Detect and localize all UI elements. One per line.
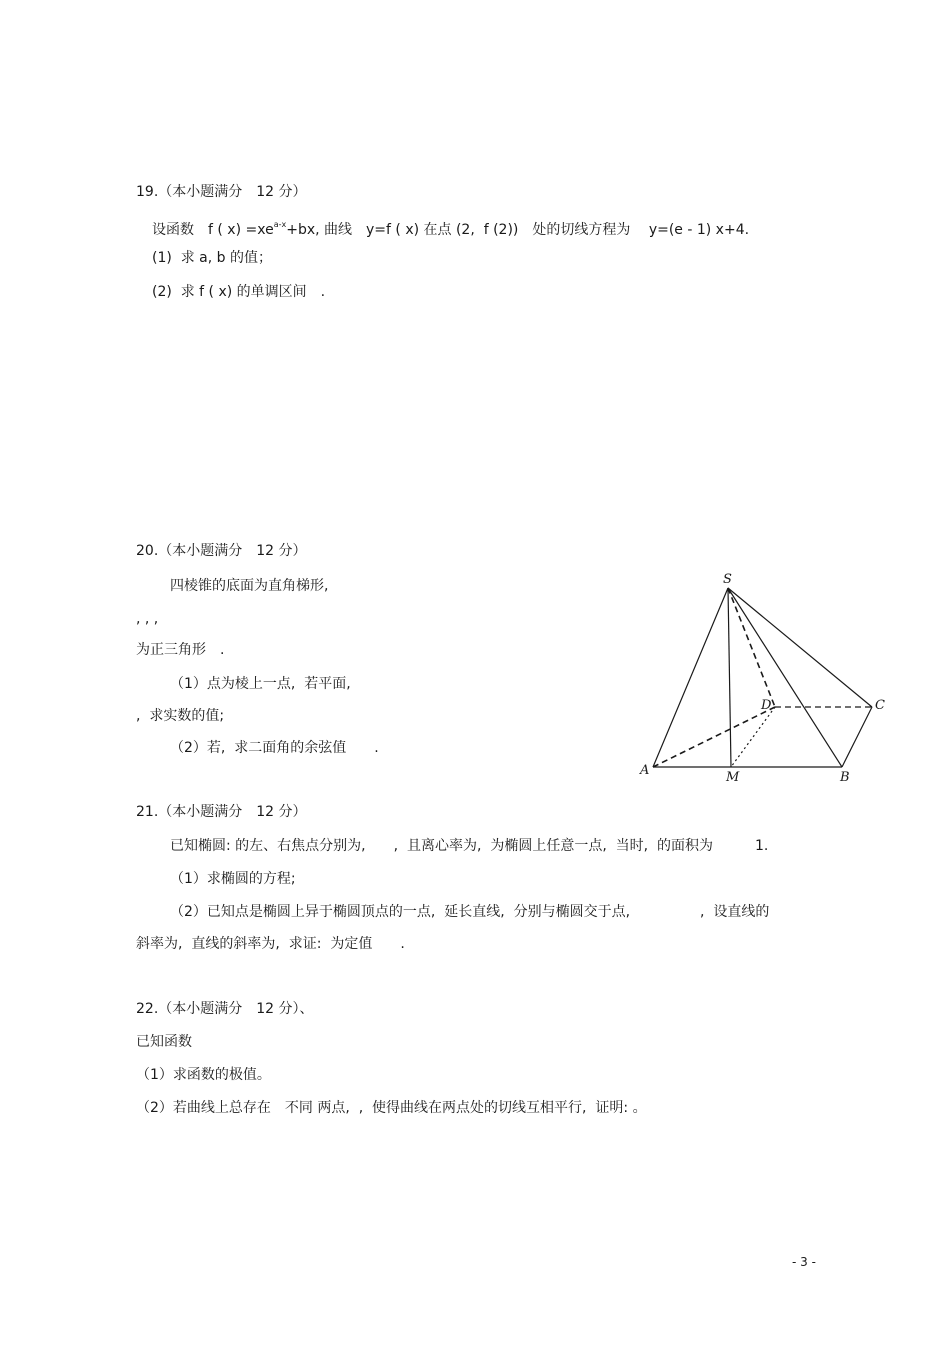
q19-part2: (2) 求 f ( x) 的单调区间 . [152,284,326,300]
q19-stem-sup: a-x [273,220,287,229]
q21-line1: 已知椭圆: 的左、右焦点分别为, , 且离心率为, 为椭圆上任意一点, 当时, 的面积为 1. [170,838,769,854]
q22-line3: （2）若曲线上总存在 不同 两点, , 使得曲线在两点处的切线互相平行, 证明: 。 [136,1100,647,1116]
q20-line5: , 求实数的值; [136,708,225,724]
q21-line4: 斜率为, 直线的斜率为, 求证: 为定值 . [136,936,405,952]
q20-line6: （2）若, 求二面角的余弦值 . [170,740,379,756]
q20-heading: 20.（本小题满分 12 分） [136,543,307,559]
q19-heading: 19.（本小题满分 12 分） [136,184,307,200]
edge-DM [731,707,775,767]
edge-SM [728,588,731,767]
q19-stem [152,215,749,240]
edge-SC [728,588,872,707]
label-S: S [723,572,732,587]
q20-line3: 为正三角形 . [136,642,225,658]
edge-SB [728,588,842,767]
pyramid-figure [630,568,900,788]
q22-line2: （1）求函数的极值。 [136,1067,271,1083]
label-M: M [726,770,740,785]
q19-stem-b: +bx, 曲线 y=f ( x) 在点 (2, f (2)) 处的切线方程为 y=(e - 1) x+4. [286,222,750,238]
q21-line3: （2）已知点是椭圆上异于椭圆顶点的一点, 延长直线, 分别与椭圆交于点, , 设直线的 [170,904,770,920]
edge-BC [842,707,872,767]
q21-heading: 21.（本小题满分 12 分） [136,804,307,820]
q19-stem-a: 设函数 f ( x) =xe [152,222,274,238]
edge-AD [653,707,775,767]
edge-SD [728,588,775,707]
q20-line1: 四棱锥的底面为直角梯形, [170,578,329,594]
label-C: C [875,698,885,713]
q20-line4: （1）点为棱上一点, 若平面, [170,676,351,692]
label-B: B [840,770,850,785]
label-A: A [640,763,650,778]
q19-part1: (1) 求 a, b 的值； [152,250,272,266]
q22-line1: 已知函数 [136,1034,192,1050]
edge-SA [653,588,728,767]
q21-line2: （1）求椭圆的方程; [170,871,296,887]
q22-heading: 22.（本小题满分 12 分）、 [136,1001,314,1017]
label-D: D [761,698,772,713]
q20-line2: , , , [136,611,159,627]
page-number: - 3 - [792,1255,816,1269]
